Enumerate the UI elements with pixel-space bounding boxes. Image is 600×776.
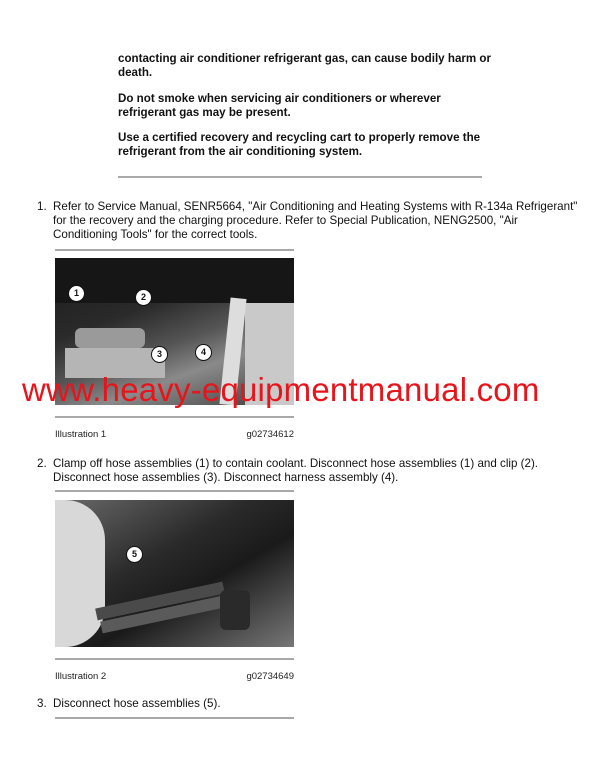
callout-1: 1 [68,285,85,302]
step-text: Clamp off hose assemblies (1) to contain coolant. Disconnect hose assemblies (1) and clip (2). Disconnect hose assemblies (3). Disconnect harness assembly (4). [53,457,539,484]
illustration-1-id: g02734612 [246,429,294,440]
illustration-2-label: Illustration 2 [55,671,107,682]
illustration-2-photo [55,500,294,647]
divider [118,176,482,178]
watermark: www.heavy-equipmentmanual.com [22,371,540,408]
callout-3: 3 [151,346,168,363]
warning-text-1: contacting air conditioner refrigerant gas, can cause bodily harm or death. [118,52,492,79]
warning-text-2: Do not smoke when servicing air conditioners or wherever refrigerant gas may be present. [118,92,441,119]
step-text: Disconnect hose assemblies (5). [53,697,221,710]
divider [55,416,294,418]
step-number: 2. [37,457,47,470]
step-text: Refer to Service Manual, SENR5664, "Air Conditioning and Heating Systems with R-134a Refrigerant" for the recovery and the charging procedure. Refer to Special Publication, NENG2500, "Air Conditioning Tools" for the correct tools. [53,200,578,241]
illustration-1-label: Illustration 1 [55,429,107,440]
warning-text-3: Use a certified recovery and recycling cart to properly remove the refrigerant from the air conditioning system. [118,131,481,158]
step-number: 3. [37,697,47,710]
divider [55,717,294,719]
callout-2: 2 [135,289,152,306]
divider [55,658,294,660]
step-number: 1. [37,200,47,213]
callout-5: 5 [126,546,143,563]
divider [55,249,294,251]
illustration-2-id: g02734649 [246,671,294,682]
divider [55,490,294,492]
callout-4: 4 [195,344,212,361]
